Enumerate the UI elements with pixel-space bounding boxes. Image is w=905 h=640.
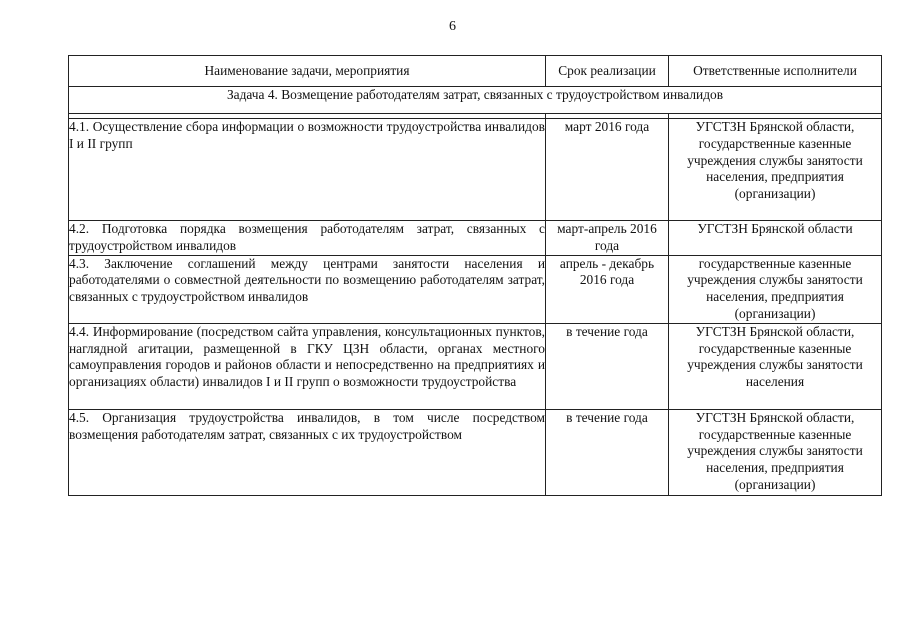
row-executors: УГСТЗН Брянской области, государственные казенные учреждения службы занятости населения, предприятия (организации) — [669, 119, 882, 221]
row-term: март 2016 года — [546, 119, 669, 221]
row-term: апрель - декабрь 2016 года — [546, 255, 669, 323]
row-executors: УГСТЗН Брянской области, государственные казенные учреждения службы занятости населения, предприятия (организации) — [669, 409, 882, 495]
row-term: в течение года — [546, 409, 669, 495]
header-executors: Ответственные исполнители — [669, 56, 882, 87]
row-name: 4.5. Организация трудоустройства инвалидов, в том числе посредством возмещения работодателям затрат, связанных с их трудоустройством — [69, 409, 546, 495]
table-header-row — [69, 56, 882, 87]
header-term: Срок реализации — [546, 56, 669, 87]
page-number: 6 — [449, 19, 456, 34]
row-executors: УГСТЗН Брянской области — [669, 221, 882, 256]
activity-table — [68, 55, 882, 496]
table-row — [69, 119, 882, 221]
row-name: 4.1. Осуществление сбора информации о возможности трудоустройства инвалидов I и II групп — [69, 119, 546, 221]
row-executors: УГСТЗН Брянской области, государственные казенные учреждения службы занятости населения — [669, 323, 882, 409]
row-name: 4.4. Информирование (посредством сайта управления, консультационных пунктов, наглядной агитации, размещенной в ГКУ ЦЗН области, органах местного самоуправления городов и районов области и непосредственно на предприятиях и организациях области) инвалидов I и II групп о возможности трудоустройства — [69, 323, 546, 409]
table-row — [69, 323, 882, 409]
task-title: Задача 4. Возмещение работодателям затрат, связанных с трудоустройством инвалидов — [69, 87, 882, 114]
row-term: в течение года — [546, 323, 669, 409]
row-term: март-апрель 2016 года — [546, 221, 669, 256]
task-row — [69, 87, 882, 114]
table-row — [69, 221, 882, 256]
header-name: Наименование задачи, мероприятия — [69, 56, 546, 87]
row-name: 4.3. Заключение соглашений между центрами занятости населения и работодателями о совместной деятельности по возмещению работодателям затрат, связанных с трудоустройством инвалидов — [69, 255, 546, 323]
table-row — [69, 409, 882, 495]
table-row — [69, 255, 882, 323]
row-name: 4.2. Подготовка порядка возмещения работодателям затрат, связанных с трудоустройством инвалидов — [69, 221, 546, 256]
row-executors: государственные казенные учреждения службы занятости населения, предприятия (организации) — [669, 255, 882, 323]
